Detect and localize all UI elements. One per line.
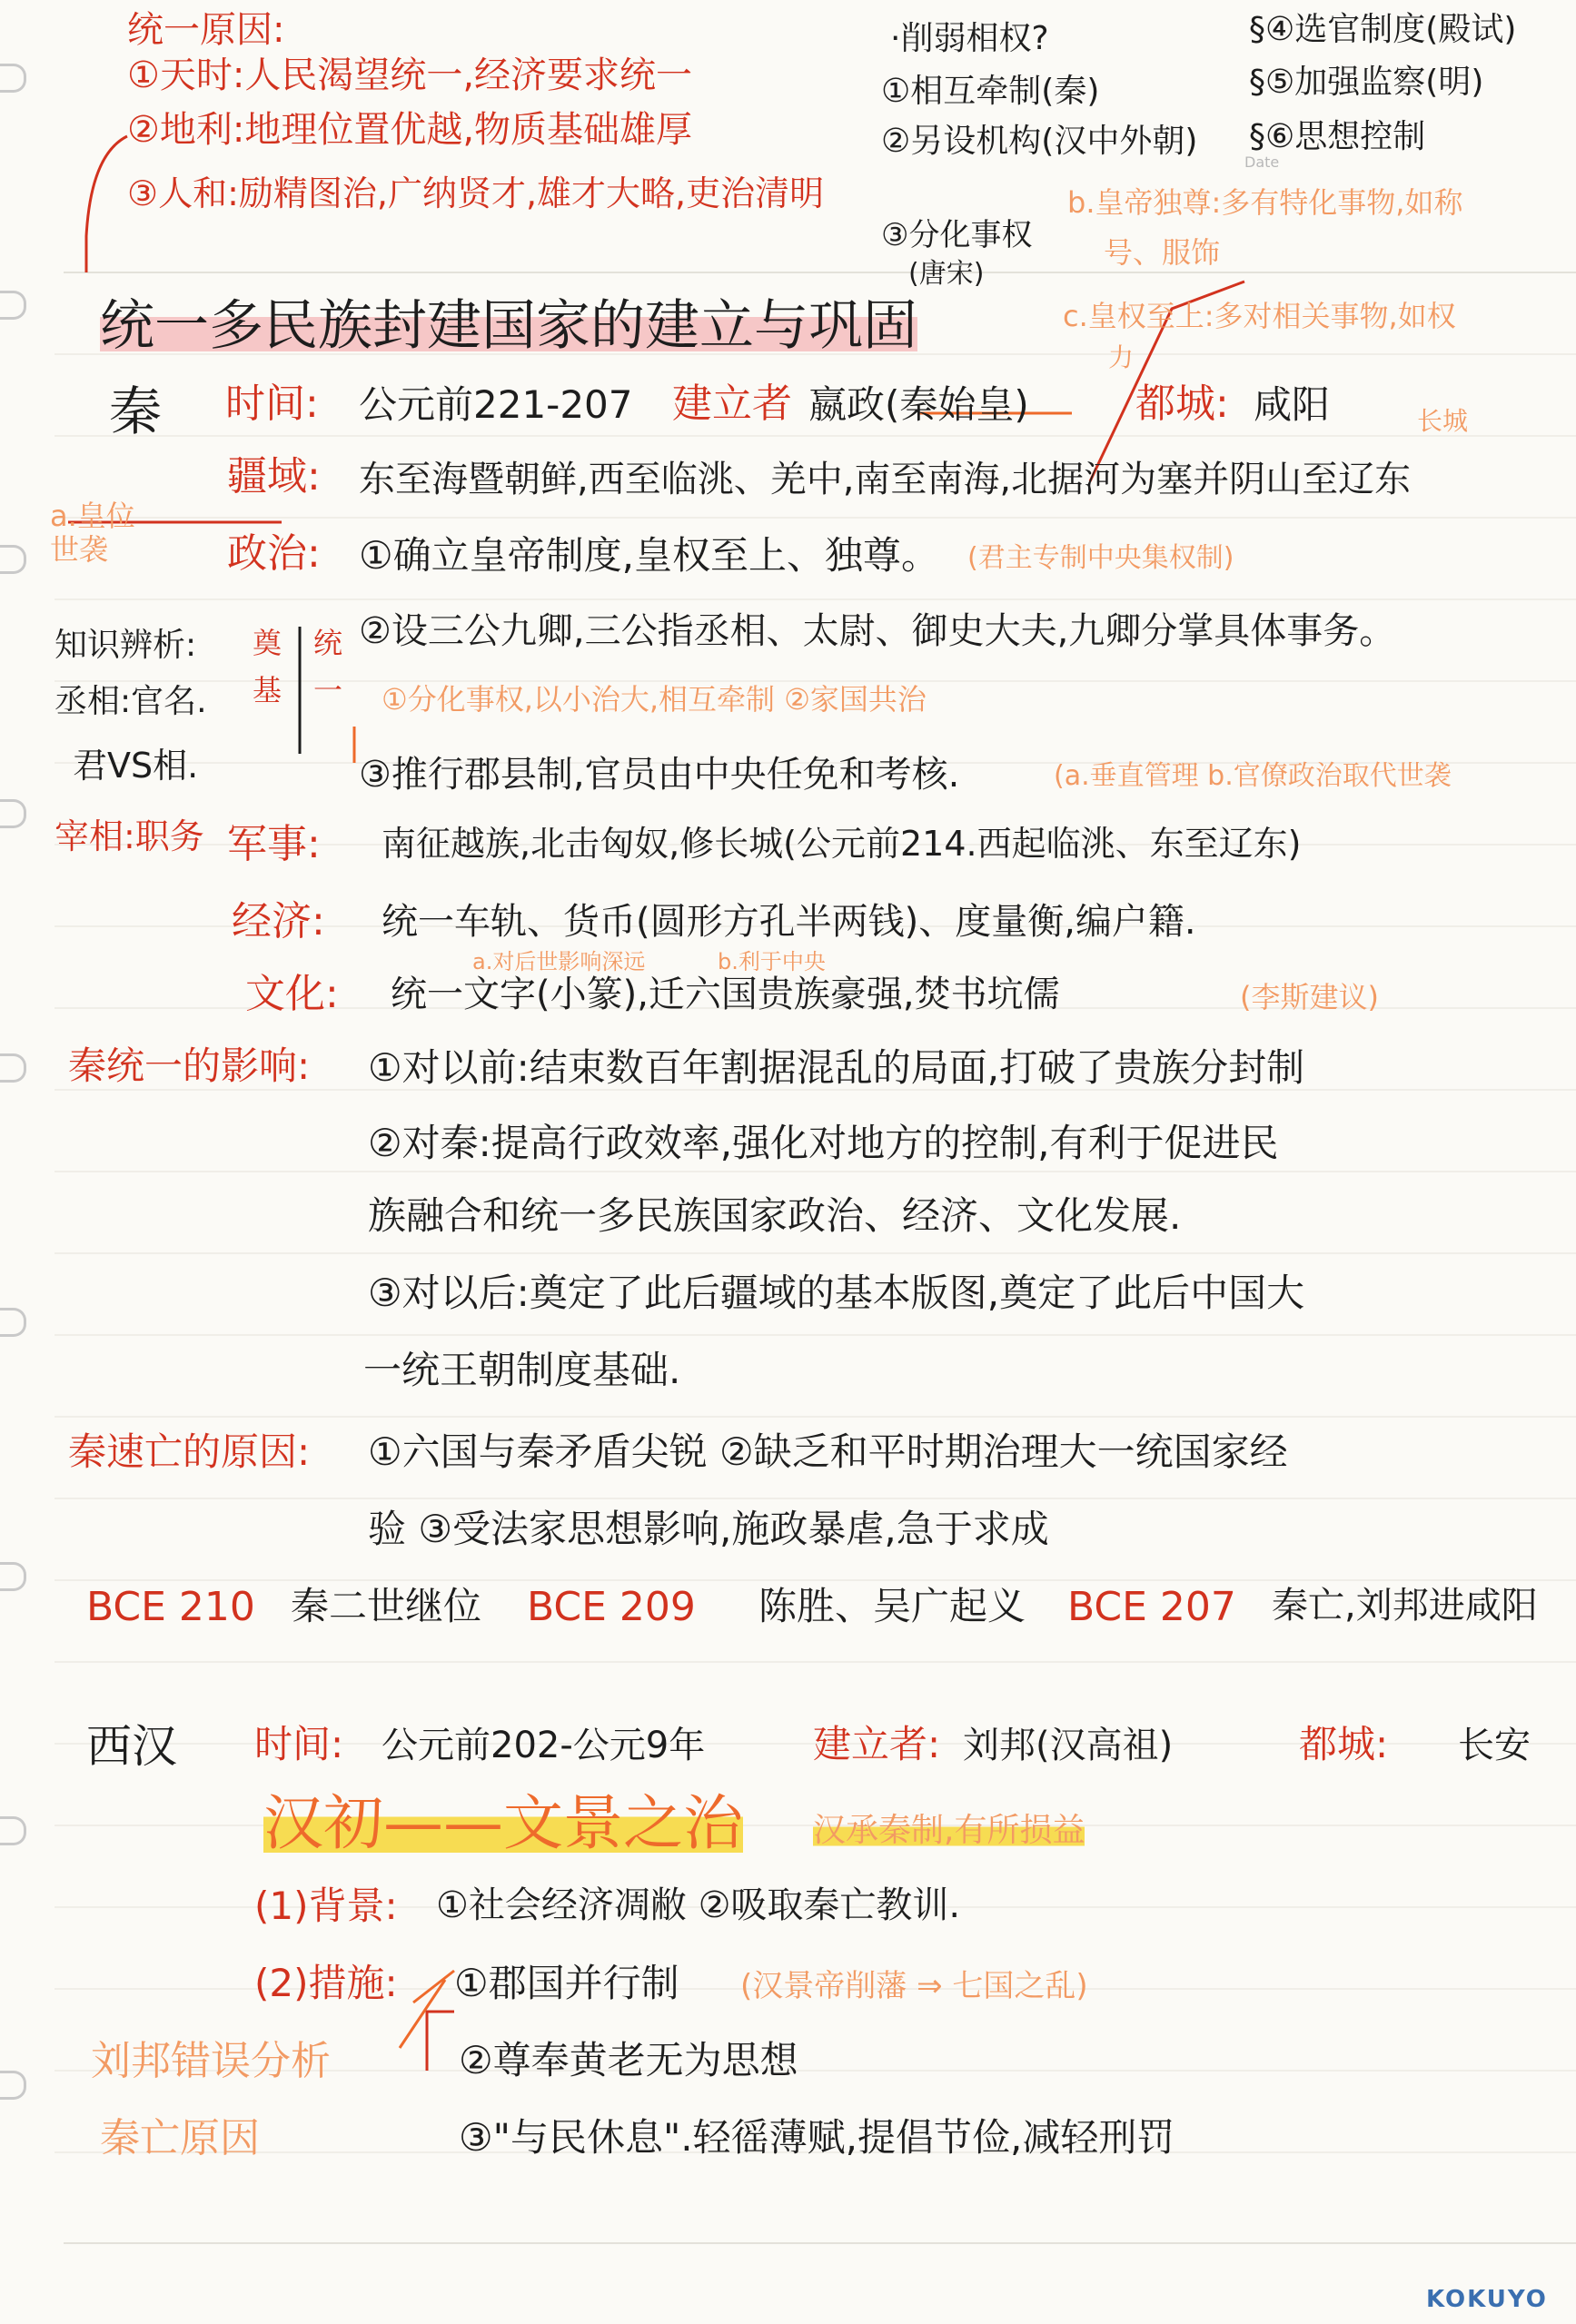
timeline-year-3: BCE 207	[1067, 1584, 1236, 1630]
side-note-qin-fall: 秦亡原因	[100, 2115, 260, 2161]
xihan-time-value: 公元前202-公元9年	[382, 1725, 706, 1766]
qin-politics-1-note: (君主专制中央集权制)	[967, 542, 1234, 574]
vert-label-2: 基	[253, 673, 282, 707]
timeline-event-3: 秦亡,刘邦进咸阳	[1272, 1585, 1538, 1627]
weaken-line-1: ①相互牵制(秦)	[881, 73, 1100, 110]
xihan-measure-1: ①郡国并行制	[454, 1961, 679, 2005]
binder-ring	[0, 1053, 26, 1083]
xihan-founder-value: 刘邦(汉高祖)	[963, 1725, 1174, 1766]
weaken-line-2: ②另设机构(汉中外朝)	[881, 123, 1198, 160]
weaken-line-4: (唐宋)	[908, 258, 985, 290]
note-b-line-2: 号、服饰	[1104, 235, 1221, 270]
qin-founder-value: 嬴政(秦始皇)	[808, 382, 1029, 427]
qin-culture-label: 文化:	[245, 971, 339, 1017]
qin-capital-value: 咸阳	[1254, 382, 1331, 427]
timeline-event-1: 秦二世继位	[291, 1584, 482, 1628]
xihan-time-label: 时间:	[254, 1722, 344, 1766]
xihan-subtitle-note: 汉承秦制,有所损益	[813, 1812, 1085, 1849]
xihan-measure-3: ③"与民休息".轻徭薄赋,提倡节俭,减轻刑罚	[459, 2115, 1175, 2160]
side-note-liubang: 刘邦错误分析	[91, 2038, 331, 2084]
side-note-4: 宰相:职务	[55, 816, 204, 856]
note-b-line-1: b.皇帝独尊:多有特化事物,如称	[1067, 185, 1463, 220]
timeline-event-2: 陈胜、吴广起义	[758, 1584, 1026, 1628]
xihan-capital-label: 都城:	[1299, 1722, 1389, 1766]
vert-label-1: 奠	[253, 626, 282, 660]
qin-culture-value: 统一文字(小篆),迁六国贵族豪强,焚书坑儒	[391, 974, 1060, 1015]
reason-line-2: ②地利:地理位置优越,物质基础雄厚	[127, 109, 693, 151]
qin-politics-2: ②设三公九卿,三公指丞相、太尉、御史大夫,九卿分掌具体事务。	[359, 610, 1396, 652]
binder-ring	[0, 545, 26, 574]
measure-5: §⑤加强监察(明)	[1249, 64, 1484, 101]
impact-1: ①对以前:结束数百年割据混乱的局面,打破了贵族分封制	[368, 1045, 1305, 1090]
qin-territory-label: 疆域:	[227, 453, 321, 499]
great-wall-note: 长城	[1417, 406, 1469, 436]
side-note-2: 丞相:官名.	[55, 683, 207, 720]
timeline-year-1: BCE 210	[86, 1584, 255, 1630]
qin-heading: 秦	[109, 381, 163, 442]
binder-ring	[0, 64, 26, 93]
vert-label-3: 统	[313, 626, 343, 660]
xihan-background-label: (1)背景:	[254, 1884, 398, 1928]
qin-politics-1: ①确立皇帝制度,皇权至上、独尊。	[359, 533, 940, 578]
binder-ring	[0, 1308, 26, 1337]
qin-fall-label: 秦速亡的原因:	[68, 1429, 311, 1474]
small-note-2: b.利于中央	[718, 949, 826, 974]
xihan-subtitle: 汉初——文景之治	[263, 1788, 743, 1858]
impact-3b: 一统王朝制度基础.	[363, 1348, 681, 1392]
side-note-3: 君VS相.	[73, 746, 199, 786]
qin-territory-value: 东至海暨朝鲜,西至临洮、羌中,南至南海,北据河为塞并阴山至辽东	[359, 459, 1412, 500]
weaken-power-title: ·削弱相权?	[890, 20, 1049, 57]
qin-military-value: 南征越族,北击匈奴,修长城(公元前214.西起临洮、东至辽东)	[382, 824, 1302, 864]
small-note-1: a.对后世影响深远	[472, 949, 646, 974]
binder-ring	[0, 291, 26, 320]
measure-6: §⑥思想控制	[1249, 118, 1426, 155]
qin-politics-2-note: ①分化事权,以小治大,相互牵制 ②家国共治	[382, 682, 927, 717]
note-c-line-2: 力	[1108, 342, 1135, 372]
timeline-year-2: BCE 209	[527, 1584, 696, 1630]
note-c-line-1: c.皇权至上:多对相关事物,如权	[1063, 299, 1456, 333]
unification-reason-title: 统一原因:	[127, 9, 285, 51]
page-title: 统一多民族封建国家的建立与巩固	[100, 294, 917, 358]
xihan-founder-label: 建立者:	[813, 1722, 941, 1766]
qin-military-label: 军事:	[227, 821, 321, 867]
xihan-measure-1-note: (汉景帝削藩 ⇒ 七国之乱)	[740, 1968, 1088, 2004]
qin-impact-label: 秦统一的影响:	[68, 1043, 311, 1088]
qin-time-value: 公元前221-207	[359, 382, 633, 427]
binder-ring	[0, 799, 26, 828]
note-a-hereditary: a.皇位世袭	[50, 499, 135, 567]
weaken-line-3: ③分化事权	[881, 217, 1033, 253]
impact-2b: 族融合和统一多民族国家政治、经济、文化发展.	[368, 1193, 1182, 1238]
xihan-background-value: ①社会经济凋敝 ②吸取秦亡教训.	[436, 1884, 961, 1926]
xihan-heading: 西汉	[86, 1720, 177, 1773]
xihan-measure-2: ②尊奉黄老无为思想	[459, 2038, 798, 2082]
binder-ring	[0, 1816, 26, 1845]
binder-ring	[0, 2071, 26, 2100]
date-label: Date	[1244, 153, 1280, 171]
qin-politics-label: 政治:	[227, 530, 321, 577]
measure-4: §④选官制度(殿试)	[1249, 11, 1517, 48]
xihan-measures-label: (2)措施:	[254, 1961, 398, 2005]
qin-economy-value: 统一车轨、货币(圆形方孔半两钱)、度量衡,编户籍.	[382, 901, 1196, 943]
xihan-capital-value: 长安	[1458, 1725, 1531, 1766]
vert-label-4: 一	[313, 673, 343, 707]
qin-economy-label: 经济:	[232, 898, 325, 944]
brand-logo: KOKUYO	[1426, 2286, 1548, 2313]
impact-2a: ②对秦:提高行政效率,强化对地方的控制,有利于促进民	[368, 1121, 1279, 1165]
qin-politics-3-note: (a.垂直管理 b.官僚政治取代世袭	[1054, 760, 1452, 792]
qin-capital-label: 都城:	[1135, 381, 1229, 427]
qin-time-label: 时间:	[225, 381, 319, 427]
binder-ring	[0, 1562, 26, 1591]
side-note-1: 知识辨析:	[55, 627, 197, 664]
qin-culture-note: (李斯建议)	[1240, 980, 1379, 1014]
qin-politics-3: ③推行郡县制,官员由中央任免和考核.	[359, 754, 960, 796]
qin-founder-label: 建立者	[672, 381, 792, 427]
fall-reason-1: ①六国与秦矛盾尖锐 ②缺乏和平时期治理大一统国家经	[368, 1429, 1288, 1474]
reason-line-3: ③人和:励精图治,广纳贤才,雄才大略,吏治清明	[127, 173, 825, 213]
fall-reason-2: 验 ③受法家思想影响,施政暴虐,急于求成	[368, 1507, 1049, 1551]
impact-3a: ③对以后:奠定了此后疆域的基本版图,奠定了此后中国大	[368, 1271, 1305, 1315]
reason-line-1: ①天时:人民渴望统一,经济要求统一	[127, 54, 693, 96]
